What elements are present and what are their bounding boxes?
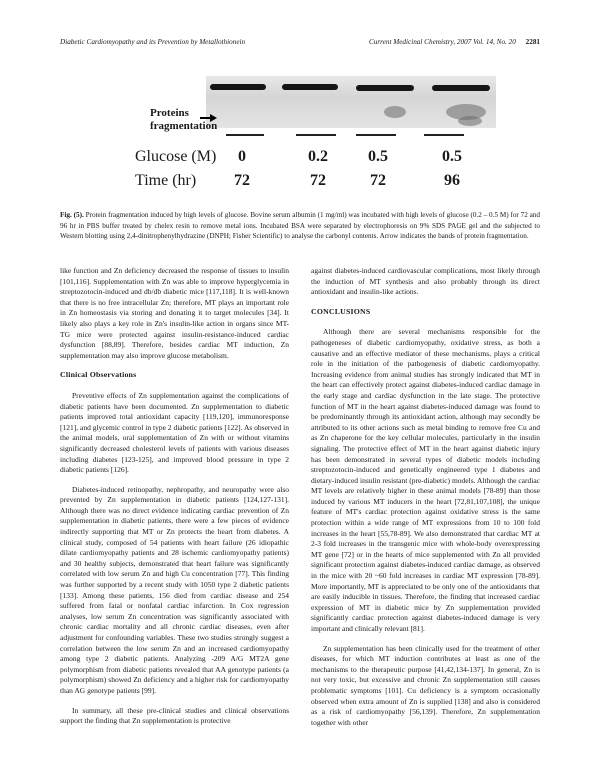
glucose-row-label: Glucose (M): [135, 148, 217, 165]
figure-caption: [60, 210, 540, 242]
lane-divider: [296, 134, 336, 136]
figure-label: Fig. (5).: [60, 211, 84, 219]
caption-text: Protein fragmentation induced by high levels of glucose. Bovine serum albumin (1 mg/ml) was incubated with high levels of glucose (0.2 – 0.5 M) for 72 and 96 hr in PBS buffer treated by chelex resin to remove metal ions. Incubated BSA were separated by electrophoresis on 9% SDS PAGE gel and the subjected to Western blotting using 2,4-dinitrophenylhydrazine (DNPH; Fisher Scientific) to analyse the carbonyl contents. Arrow indicates the bands of protein fragmentation.: [60, 211, 540, 240]
fragment-smear-lane4b: [458, 116, 482, 126]
figure-5: [0, 0, 600, 210]
fragmentation-label: Proteins fragmentation: [150, 107, 218, 132]
glucose-value: 0.5: [368, 148, 388, 165]
blot-band-lane3: [356, 85, 414, 91]
paragraph: Preventive effects of Zn supplementation against the complications of diabetic patients have been documented. Zn supplementation to diabetic patients improved total antioxidant capacity [119,120], immunoresponse [121], and glycemic control in type 2 diabetic patients [122]. As observed in the animal models, oral supplementation of Zn with or without vitamins significantly decreased cholesterol levels of patients with various diseases including diabetes [123-125], and improved blood pressure in type 2 diabetic patients [126].: [60, 390, 289, 475]
section-heading: CONCLUSIONS: [311, 306, 371, 316]
glucose-value: 0.5: [442, 148, 462, 165]
glucose-value: 0: [238, 148, 246, 165]
time-value: 72: [310, 172, 326, 189]
right-column: [311, 266, 540, 737]
paragraph: Diabetes-induced retinopathy, nephropathy, and neuropathy were also prevented by Zn supplementation in diabetic patients [124,127-131]. Although there was no direct evidence indicating cardiac prevention of Zn supplementation in diabetic patients, there were a few pieces of evidence indirectly supporting that MT or Zn protects the heart from diabetes. A clinical study, composed of 54 patients with heart failure (26 idiopathic dilate cardiomyopathy patients and 28 ischemic cardiomyopathy patients) and 30 healthy subjects, demonstrated that heart failure was significantly correlated with low serum Zn and high Cu concentration [77]. This finding was further supported by a recent study with 1050 type 2 diabetic patients [133]. Among these patients, 156 died from cardiac disease and 254 suffered from fatal or nonfatal cardiac infarction. In Cox regression analyses, low serum Zn concentration was significantly associated with chronic cardiac mortality and all chronic cardiac diseases, even after adjustment for confounding variables. These two studies strongly suggest a correlation between the low serum Zn and an increased cardiomyopathy among type 2 diabetic patients. Analyzing -209 A/G MT2A gene polymorphism from diabetic patients revealed that AA genotype patients (a polymorphism) showed Zn deficiency and a higher risk for cardiomyopathy than AG genotype patients [99].: [60, 484, 289, 695]
paragraph: Although there are several mechanisms responsible for the pathogeneses of diabetic cardiomyopathy, oxidative stress, as both a causative and an effective mediator of these mechanisms, plays a critical role in the initiation of the pathogenesis of diabetic cardiomyopathy. Increasing evidence from animal studies has strongly indicated that MT in the heart can effectively protect against diabetes-induced cardiac damage in the early stage and cardiac dysfunction in the late stage. The protective function of MT in the heart against diabetes-induced damage was found to be predominantly through its antioxidant action, although may secondly be attributed to its other actions such as metal binding to remove free Cu and as Zn chaperone for the key cellular molecules, particularly in the insulin signaling. The protective effect of MT in the heart against diabetic injury has been demonstrated in several types of diabetic models including streptozotocin-induced and genetically engineered type 1 diabetes and dietary-induced insulin resistant (pre-diabetic) models. Although the cardiac MT levels are relatively higher in these animal models [78-89] than those induced by various MT inducers in the heart [72,81,107,108], the unique feature of MT's cardiac protection against oxidative stress is the same protection within a wide range of MT expressions from 10 to 100 fold increases in the heart [55,78-89]. We also demonstrated that cardiac MT at 2-3 fold increases in the transgenic mice with whole-body overexpressing MT gene [72] or in the hearts of mice supplemented with Zn all provided significant protection against diabetes-induced cardiac damage, as observed in the mice with 20 ~60 fold increases in cardiac MT expression [78-89]. More importantly, MT is appreciated to be only one of the antioxidants that are easily inducible in tissues. Therefore, the finding that increased cardiac expression of MT in diabetic mice by Zn supplementation provided significantly cardiac protection against diabetes-induced damage is very important and clinically relevant [81].: [311, 327, 540, 633]
lane-divider: [356, 134, 396, 136]
paragraph: Zn supplementation has been clinically used for the treatment of other diseases, for which MT induction contributes at least as one of the mechanisms to the therapeutic purpose [41,42,134-137]. In general, Zn is not very toxic, but excessive and chronic Zn supplementation still causes problematic symptoms [101]. Cu deficiency is a symptom occasionally observed when extra amount of Zn is supplied [138] and also is considered as a risk of cardiomyopathy [56,139]. Therefore, Zn supplementation together with other: [311, 643, 540, 727]
fragment-smear-lane3: [384, 106, 406, 118]
arrow-right-icon: [210, 114, 217, 122]
time-row-label: Time (hr): [135, 172, 197, 189]
running-title: Diabetic Cardiomyopathy and its Prevention by Metallothionein: [60, 38, 246, 46]
page-number: 2281: [525, 38, 540, 46]
section-heading: Clinical Observations: [60, 370, 137, 380]
paragraph: against diabetes-induced cardiovascular complications, most likely through the induction of MT synthesis and also probably through its direct antioxidant and insulin-like actions.: [311, 266, 540, 297]
blot-band-lane1: [210, 84, 266, 90]
western-blot-image: [206, 76, 496, 128]
paragraph: In summary, all these pre-clinical studies and clinical observations support the finding that Zn supplementation is protective: [60, 705, 289, 726]
glucose-value: 0.2: [308, 148, 328, 165]
time-value: 72: [234, 172, 250, 189]
blot-band-lane2: [282, 84, 338, 90]
blot-band-lane4: [432, 85, 490, 91]
journal-info: Current Medicinal Chemistry, 2007 Vol. 14, No. 20: [368, 38, 516, 46]
time-value: 72: [370, 172, 386, 189]
lane-divider: [226, 134, 264, 136]
lane-divider: [424, 134, 464, 136]
paragraph: like function and Zn deficiency decreased the response of tissues to insulin [101,116]. Supplementation with Zn was able to improve hyperglycemia in streptozotocin-induced and db/db diabetic mice [117,118]. It is well-known that there is no free intracellular Zn; therefore, MT plays an important role in Zn homeostasis via storing and donating it to target molecules [34]. It likely also plays a key role in Zn's insulin-like action in organs since MT-TG mice were protected against insulin-resistance-induced cardiac dysfunction [88,89]. Therefore, besides cardiac MT induction, Zn supplementation may also improve glucose metabolism.: [60, 266, 289, 360]
left-column: [60, 266, 289, 736]
time-value: 96: [444, 172, 460, 189]
